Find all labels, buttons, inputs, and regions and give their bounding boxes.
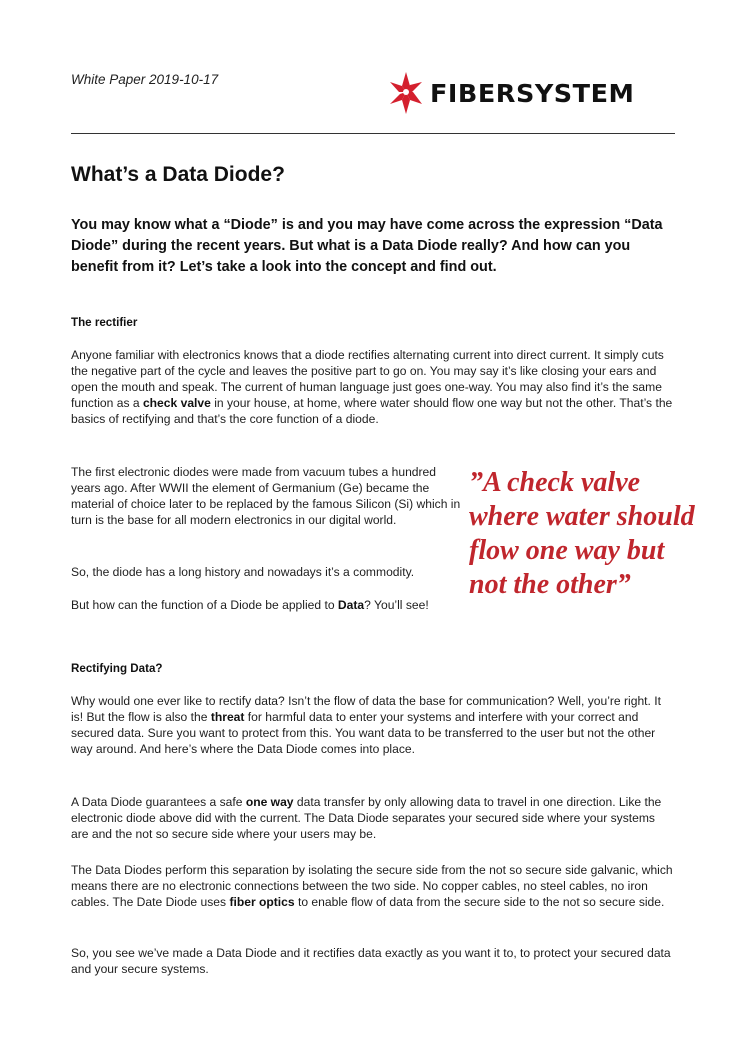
lead-paragraph: You may know what a “Diode” is and you may have come across the expression “Data Diode” during the recent years. But what is a Data Diode really? And how can you benefit from it? Let’s take a look into the concept and find out.: [71, 217, 663, 275]
rectifying-data-paragraph-2: A Data Diode guarantees a safe one way data transfer by only allowing data to travel in one direction. Like the electronic diode above did with the current. The Data Diode separates your secured side where your systems are and the not so secure side where your users may be.: [71, 795, 662, 841]
rectifying-data-paragraph-1: Why would one ever like to rectify data? Isn’t the flow of data the base for communication? Well, you’re right. It is! But the flow is also the threat for harmful data to enter your systems and interfere with your correct and secured data. Sure you want to protect from this. You want data to be transferred to the user but not the other way around. And here’s where the Data Diode comes into place.: [71, 694, 661, 756]
page-title: What’s a Data Diode?: [71, 163, 285, 186]
logo-wordmark: FIBERSYSTEM: [430, 78, 635, 108]
company-logo: [388, 70, 635, 116]
fibersystem-star-icon: [388, 70, 424, 116]
rectifier-paragraph-2: The first electronic diodes were made from vacuum tubes a hundred years ago. After WWII the element of Germanium (Ge) became the material of choice later to be replaced by the famous Silicon (Si) which in turn is the base for all modern electronics in our digital world.: [71, 465, 461, 527]
rectifying-data-paragraph-3: The Data Diodes perform this separation by isolating the secure side from the not so secure side galvanic, which means there are no electronic connections between the two side. No copper cables, no steel cables, no iron cables. The Date Diode uses fiber optics to enable flow of data from the secure side to the not so secure side.: [71, 863, 673, 909]
pull-quote: ”A check valve where water should flow one way but not the other”: [469, 467, 695, 600]
rectifying-data-paragraph-4: So, you see we’ve made a Data Diode and it rectifies data exactly as you want it to, to protect your secured data and your secure systems.: [71, 946, 671, 976]
rectifier-paragraph-3: So, the diode has a long history and nowadays it’s a commodity.: [71, 565, 415, 579]
rectifier-paragraph-4: But how can the function of a Diode be applied to Data? You’ll see!: [71, 598, 429, 612]
section-heading-rectifying-data: Rectifying Data?: [71, 662, 163, 675]
document-date: White Paper 2019-10-17: [71, 72, 219, 87]
section-heading-rectifier: The rectifier: [71, 316, 138, 329]
header-divider: [71, 133, 675, 134]
rectifier-paragraph-1: Anyone familiar with electronics knows that a diode rectifies alternating current into direct current. It simply cuts the negative part of the cycle and leaves the positive part to go on. You may say it’s like closing your ears and open the mouth and speak. The current of human language just goes one-way. You may also find it’s the same function as a check valve in your house, at home, where water should flow one way but not the other. That’s the basics of rectifying and that’s the core function of a diode.: [71, 348, 673, 426]
